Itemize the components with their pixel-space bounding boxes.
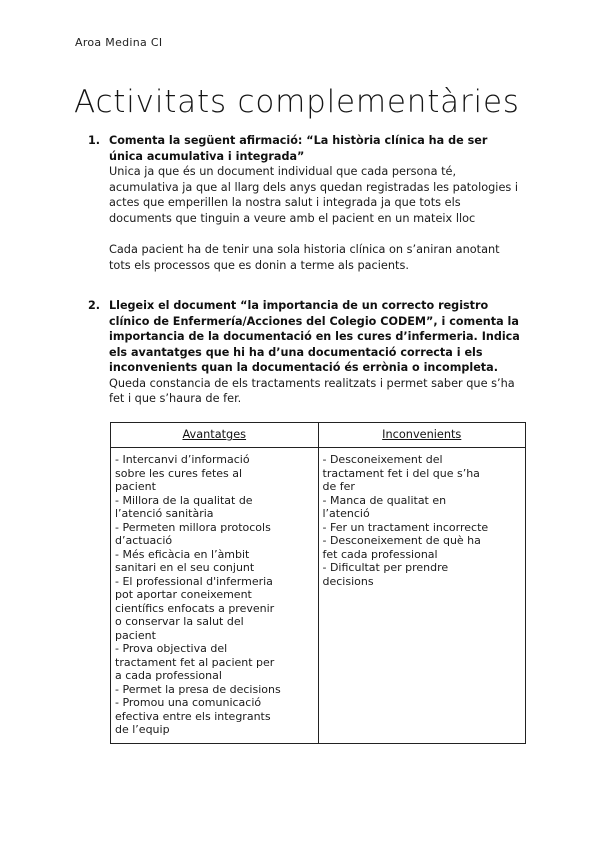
disadvantage-line: tractament fet i del que s’ha xyxy=(322,466,480,480)
author-name: Aroa Medina CI xyxy=(75,36,163,49)
question-1-text: Comenta la següent afirmació: “La història clínica ha de ser única acumulativa i integrada” xyxy=(109,134,488,163)
answer-1-paragraph-2: Cada pacient ha de tenir una sola historia clínica on s’aniran anotant tots els processos que es donin a terme als pacients. xyxy=(109,242,500,272)
advantage-line: pacient xyxy=(115,480,156,493)
page-title: Activitats complementàries xyxy=(74,84,520,120)
advantage-line: - Permeten millora protocols xyxy=(115,520,271,534)
advantages-cell xyxy=(111,448,318,743)
disadvantage-line: - Desconeixement del xyxy=(322,453,443,466)
pros-cons-table xyxy=(110,422,526,744)
advantages-header: Avantatges xyxy=(182,428,247,441)
advantage-line: sanitari en el seu conjunt xyxy=(115,561,255,574)
advantage-line: - Millora de la qualitat de xyxy=(115,493,253,507)
table-body-row xyxy=(111,448,525,743)
advantage-line: - El professional d'infermeria xyxy=(115,574,273,588)
table-header-row xyxy=(111,423,525,448)
advantage-line: - Més eficàcia en l’àmbit xyxy=(115,547,250,561)
disadvantages-cell xyxy=(318,448,526,743)
advantage-line: científics enfocats a prevenir xyxy=(115,601,275,615)
disadvantages-header: Inconvenients xyxy=(318,423,526,447)
disadvantage-line: - Desconeixement de què ha xyxy=(322,534,481,547)
advantage-line: tractament fet al pacient per xyxy=(115,655,275,669)
advantage-line: pot aportar coneixement xyxy=(115,588,252,601)
question-1-section xyxy=(84,133,524,273)
question-2-section xyxy=(84,298,524,407)
advantage-line: l’atenció sanitària xyxy=(115,507,214,520)
advantage-line: a cada professional xyxy=(115,669,222,682)
advantage-line: - Promou una comunicació xyxy=(115,696,262,709)
answer-2-paragraph: Queda constancia de els tractaments realitzats i permet saber que s’ha fet i que s’haura de fer. xyxy=(109,376,515,406)
question-2-text: Llegeix el document “la importancia de un correcto registro clínico de Enfermería/Acciones del Colegio CODEM”, i comenta la importancia de la documentació en les cures d’infermeria. Indica els avantatges que hi ha d’una documentació correcta i els inconvenients quan la documentació és errònia o incompleta. xyxy=(109,299,520,374)
advantage-line: sobre les cures fetes al xyxy=(115,466,243,480)
advantage-line: - Prova objectiva del xyxy=(115,642,228,655)
disadvantage-line: - Fer un tractament incorrecte xyxy=(322,520,489,534)
disadvantage-line: l’atenció xyxy=(322,507,370,520)
question-2-number: 2. xyxy=(88,299,101,312)
advantage-line: de l’equip xyxy=(115,723,170,736)
disadvantage-line: - Manca de qualitat en xyxy=(322,493,447,507)
advantage-line: o conservar la salut del xyxy=(115,615,244,628)
advantage-line: d’actuació xyxy=(115,534,173,547)
disadvantage-line: - Dificultat per prendre xyxy=(322,561,449,574)
disadvantage-line: decisions xyxy=(322,574,374,588)
advantage-line: pacient xyxy=(115,628,156,642)
advantage-line: - Intercanvi d’informació xyxy=(115,453,250,466)
question-1-number: 1. xyxy=(88,134,101,147)
answer-1-paragraph-1: Unica ja que és un document individual que cada persona té, acumulativa ja que al llarg dels anys quedan registradas les patologies i actes que emperillen la nostra salut i integrada ja que tots els documents que tinguin a veure amb el pacient en un mateix lloc xyxy=(109,165,519,226)
advantage-line: efectiva entre els integrants xyxy=(115,709,271,723)
advantage-line: - Permet la presa de decisions xyxy=(115,682,281,696)
disadvantage-line: de fer xyxy=(322,480,355,493)
disadvantage-line: fet cada professional xyxy=(322,547,438,561)
